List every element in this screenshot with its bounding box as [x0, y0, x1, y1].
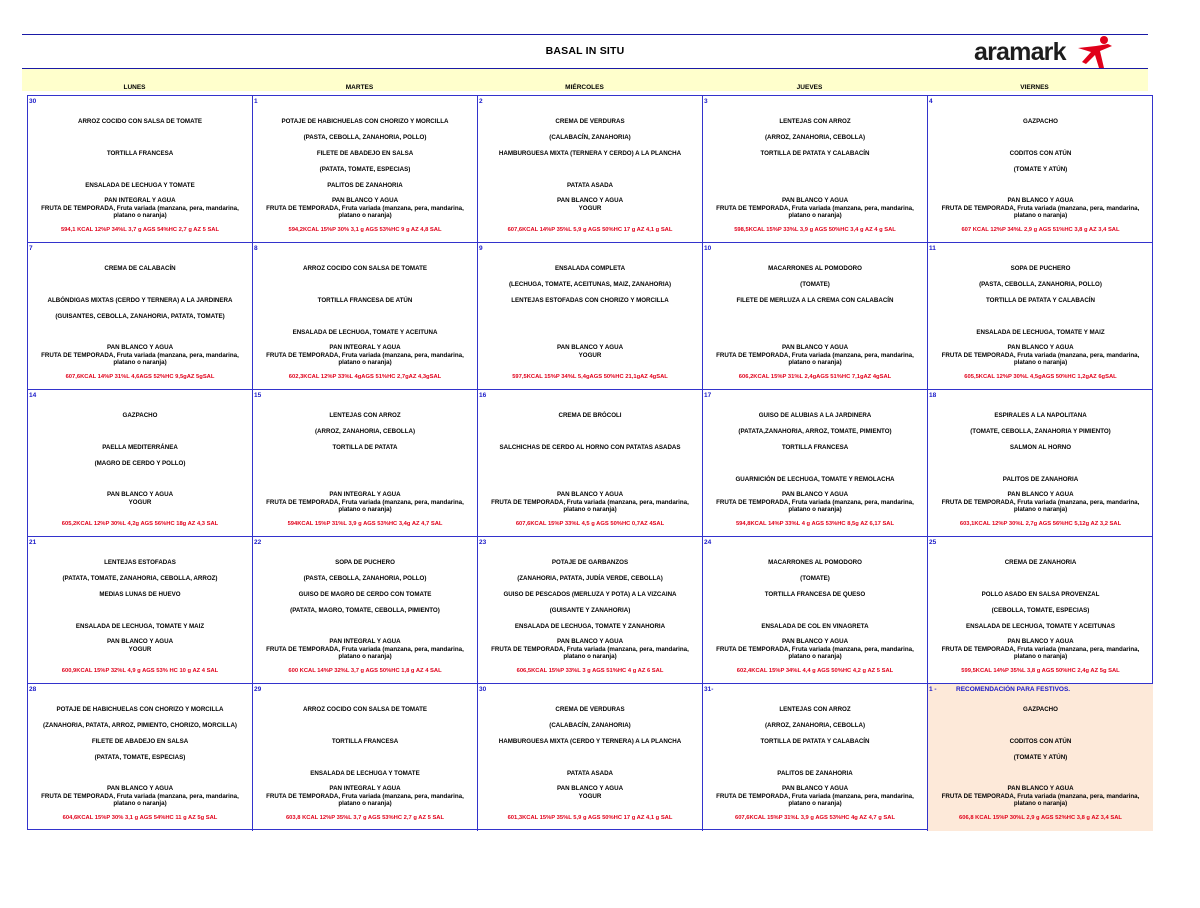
bread-water: PAN BLANCO Y AGUA	[106, 638, 174, 645]
day-cell	[928, 243, 1153, 390]
dessert: FRUTA DE TEMPORADA, Fruta variada (manzana, pera, mandarina, platano o naranja)	[941, 792, 1140, 807]
bread-dessert	[32, 344, 248, 367]
bread-dessert	[257, 197, 473, 220]
dessert: FRUTA DE TEMPORADA, Fruta variada (manzana, pera, mandarina, platano o naranja)	[41, 351, 239, 366]
menu-dish: HAMBURGUESA MIXTA (CERDO Y TERNERA) A LA PLANCHA	[498, 738, 682, 745]
day-number: 11	[929, 245, 936, 252]
menu-dish: POTAJE DE HABICHUELAS CON CHORIZO Y MORCILLA	[56, 706, 224, 713]
day-cell	[478, 390, 703, 537]
day-number: 21	[29, 539, 37, 546]
day-number: 31-	[704, 686, 714, 693]
menu-dish: TORTILLA FRANCESA	[331, 738, 399, 745]
menu-dish: ENSALADA DE LECHUGA Y TOMATE	[310, 770, 420, 777]
day-number: 23	[479, 539, 487, 546]
dessert: FRUTA DE TEMPORADA, Fruta variada (manzana, pera, mandarina, platano o naranja)	[266, 792, 464, 807]
menu-dish: CREMA DE VERDURAS	[555, 118, 625, 125]
bread-water: PAN BLANCO Y AGUA	[781, 197, 849, 204]
dessert: YOGUR	[128, 645, 152, 653]
dessert: YOGUR	[128, 498, 152, 506]
menu-dish: LENTEJAS CON ARROZ	[779, 118, 851, 125]
day-cell	[478, 537, 703, 684]
bread-water: PAN INTEGRAL Y AGUA	[329, 344, 401, 351]
menu-dish: ARROZ COCIDO CON SALSA DE TOMATE	[78, 118, 202, 125]
nutrition-info: 606,8 KCAL 15%P 30%L 2,9 g AGS 52%HC 3,8 g AZ 3,4 SAL	[959, 815, 1122, 821]
bread-dessert	[257, 638, 473, 661]
menu-dish: GUISO DE PESCADOS (MERLUZA Y POTA) A LA VIZCAINA	[503, 591, 677, 598]
nutrition-info: 594,8KCAL 14%P 33%L 4 g AGS 53%HC 8,5g AZ 6,17 SAL	[735, 521, 895, 527]
bread-dessert	[257, 344, 473, 367]
nutrition-info: 607,6KCAL 14%P 35%L 5,9 g AGS 50%HC 17 g AZ 4,1 g SAL	[507, 227, 673, 233]
bread-dessert	[482, 344, 698, 359]
dessert: FRUTA DE TEMPORADA, Fruta variada (manzana, pera, mandarina, platano o naranja)	[941, 351, 1140, 366]
day-number: 18	[929, 392, 937, 399]
bread-dessert	[707, 785, 923, 808]
dessert: FRUTA DE TEMPORADA, Fruta variada (manzana, pera, mandarina, platano o naranja)	[266, 645, 464, 660]
menu-dish: ENSALADA DE LECHUGA, TOMATE Y ACEITUNAS	[966, 623, 1115, 630]
menu-dish: (PASTA, CEBOLLA, ZANAHORIA, POLLO)	[303, 134, 427, 141]
day-number: 4	[929, 98, 933, 105]
dessert: FRUTA DE TEMPORADA, Fruta variada (manzana, pera, mandarina, platano o naranja)	[716, 645, 914, 660]
menu-dish: (CALABACÍN, ZANAHORIA)	[549, 134, 631, 141]
nutrition-info: 602,3KCAL 12%P 33%L 4gAGS 51%HC 2,7gAZ 4,3gSAL	[288, 374, 442, 380]
day-cell	[703, 684, 928, 831]
menu-dish: CREMA DE BRÓCOLI	[558, 412, 622, 419]
day-number: 1	[254, 98, 258, 105]
dessert: YOGUR	[578, 792, 602, 800]
day-cell	[28, 96, 253, 243]
nutrition-info: 607,6KCAL 15%P 33%L 4,5 g AGS 50%HC 0,7AZ 4SAL	[515, 521, 665, 527]
nutrition-info: 598,5KCAL 15%P 33%L 3,9 g AGS 50%HC 3,4 g AZ 4 g SAL	[734, 227, 896, 233]
bread-water: PAN INTEGRAL Y AGUA	[329, 491, 401, 498]
bread-dessert	[932, 785, 1149, 808]
menu-dish: SALMON AL HORNO	[1009, 444, 1072, 451]
day-cell	[28, 390, 253, 537]
day-label: JUEVES	[796, 84, 823, 91]
menu-dish: LENTEJAS CON ARROZ	[779, 706, 851, 713]
menu-dish: ARROZ COCIDO CON SALSA DE TOMATE	[303, 265, 427, 272]
menu-dish: (TOMATE, CEBOLLA, ZANAHORIA Y PIMIENTO)	[970, 428, 1111, 435]
menu-dish: (LECHUGA, TOMATE, ACEITUNAS, MAIZ, ZANAHORIA)	[508, 281, 672, 288]
bread-dessert	[932, 344, 1149, 367]
nutrition-info: 601,3KCAL 15%P 35%L 5,9 g AGS 50%HC 17 g AZ 4,1 g SAL	[507, 815, 673, 821]
nutrition-info: 603,1KCAL 12%P 30%L 2,7g AGS 56%HC 5,12g AZ 3,2 SAL	[959, 521, 1122, 527]
day-number: 24	[704, 539, 712, 546]
bread-dessert	[32, 491, 248, 506]
nutrition-info: 602,4KCAL 15%P 34%L 4,4 g AGS 50%HC 4,2 g AZ 5 SAL	[736, 668, 894, 674]
menu-dish: PATATA ASADA	[566, 770, 614, 777]
bread-dessert	[707, 491, 923, 514]
dessert: FRUTA DE TEMPORADA, Fruta variada (manzana, pera, mandarina, platano o naranja)	[491, 645, 689, 660]
bread-water: PAN INTEGRAL Y AGUA	[104, 197, 176, 204]
day-number: 29	[254, 686, 262, 693]
day-cell	[478, 684, 703, 831]
menu-dish: ESPIRALES A LA NAPOLITANA	[994, 412, 1087, 419]
day-cell	[703, 243, 928, 390]
bread-dessert	[32, 638, 248, 653]
menu-dish: PAELLA MEDITERRÁNEA	[102, 444, 178, 451]
menu-dish: ARROZ COCIDO CON SALSA DE TOMATE	[303, 706, 427, 713]
nutrition-info: 607,6KCAL 15%P 31%L 3,9 g AGS 53%HC 4g AZ 4,7 g SAL	[734, 815, 895, 821]
bread-dessert	[32, 785, 248, 808]
nutrition-info: 594,2KCAL 15%P 30% 3,1 g AGS 53%HC 9 g AZ 4,8 SAL	[288, 227, 442, 233]
dessert: FRUTA DE TEMPORADA, Fruta variada (manzana, pera, mandarina, platano o naranja)	[266, 204, 464, 219]
menu-dish: (PATATA, TOMATE, ZANAHORIA, CEBOLLA, ARROZ)	[62, 575, 218, 582]
menu-dish: POTAJE DE HABICHUELAS CON CHORIZO Y MORCILLA	[281, 118, 449, 125]
dessert: FRUTA DE TEMPORADA, Fruta variada (manzana, pera, mandarina, platano o naranja)	[266, 498, 464, 513]
nutrition-info: 605,5KCAL 12%P 30%L 4,5gAGS 50%HC 1,2gAZ 6gSAL	[964, 374, 1117, 380]
dessert: FRUTA DE TEMPORADA, Fruta variada (manzana, pera, mandarina, platano o naranja)	[716, 351, 914, 366]
menu-dish: (TOMATE Y ATÚN)	[1013, 166, 1068, 173]
menu-dish: TORTILLA FRANCESA	[781, 444, 849, 451]
menu-dish: HAMBURGUESA MIXTA (TERNERA Y CERDO) A LA PLANCHA	[498, 150, 682, 157]
day-number: 10	[704, 245, 712, 252]
menu-dish: SALCHICHAS DE CERDO AL HORNO CON PATATAS ASADAS	[499, 444, 681, 451]
bread-dessert	[482, 197, 698, 212]
bread-dessert	[707, 344, 923, 367]
menu-dish: MEDIAS LUNAS DE HUEVO	[99, 591, 181, 598]
menu-dish: CREMA DE VERDURAS	[555, 706, 625, 713]
menu-dish: (PASTA, CEBOLLA, ZANAHORIA, POLLO)	[979, 281, 1102, 288]
menu-dish: PALITOS DE ZANAHORIA	[327, 182, 403, 189]
menu-dish: (TOMATE Y ATÚN)	[1013, 754, 1068, 761]
menu-dish: (MAGRO DE CERDO Y POLLO)	[94, 460, 186, 467]
menu-dish: (TOMATE)	[800, 575, 830, 582]
day-cell	[253, 243, 478, 390]
day-cell	[28, 684, 253, 831]
menu-dish: MACARRONES AL POMODORO	[768, 559, 862, 566]
bread-dessert	[932, 197, 1149, 220]
menu-dish: (ZANAHORIA, PATATA, JUDÍA VERDE, CEBOLLA)	[517, 575, 663, 582]
menu-dish: (ZANAHORIA, PATATA, ARROZ, PIMIENTO, CHORIZO, MORCILLA)	[43, 722, 237, 729]
menu-dish: GUARNICIÓN DE LECHUGA, TOMATE Y REMOLACHA	[735, 476, 895, 483]
day-number: 17	[704, 392, 712, 399]
page-title: BASAL IN SITU	[545, 45, 625, 57]
dessert: FRUTA DE TEMPORADA, Fruta variada (manzana, pera, mandarina, platano o naranja)	[266, 351, 464, 366]
day-number: 8	[254, 245, 258, 252]
bread-dessert	[257, 491, 473, 514]
menu-dish: GAZPACHO	[122, 412, 158, 419]
menu-grid	[27, 95, 1153, 830]
dessert: YOGUR	[578, 204, 602, 212]
day-cell	[928, 96, 1153, 243]
bread-water: PAN BLANCO Y AGUA	[781, 491, 849, 498]
bread-dessert	[32, 197, 248, 220]
bread-water: PAN BLANCO Y AGUA	[1007, 344, 1074, 351]
menu-dish: TORTILLA DE PATATA Y CALABACÍN	[986, 297, 1095, 304]
bread-dessert	[482, 491, 698, 514]
day-cell	[703, 390, 928, 537]
menu-dish: CREMA DE CALABACÍN	[104, 265, 176, 272]
menu-dish: (CEBOLLA, TOMATE, ESPECIAS)	[991, 607, 1090, 614]
menu-dish: FILETE DE MERLUZA A LA CREMA CON CALABACÍN	[736, 297, 894, 304]
menu-dish: SOPA DE PUCHERO	[335, 559, 395, 566]
bread-water: PAN BLANCO Y AGUA	[781, 344, 849, 351]
bread-water: PAN BLANCO Y AGUA	[781, 638, 849, 645]
menu-dish: CODITOS CON ATÚN	[1009, 738, 1072, 745]
day-number: 28	[29, 686, 37, 693]
bread-water: PAN BLANCO Y AGUA	[1007, 785, 1074, 792]
day-number: 3	[704, 98, 708, 105]
menu-dish: TORTILLA FRANCESA DE ATÚN	[317, 297, 413, 304]
bread-water: PAN BLANCO Y AGUA	[106, 344, 174, 351]
dessert: YOGUR	[578, 351, 602, 359]
menu-dish: FILETE DE ABADEJO EN SALSA	[91, 738, 189, 745]
menu-dish: (GUISANTES, CEBOLLA, ZANAHORIA, PATATA, TOMATE)	[55, 313, 225, 320]
bread-water: PAN INTEGRAL Y AGUA	[329, 785, 401, 792]
nutrition-info: 607 KCAL 12%P 34%L 2,9 g AGS 51%HC 3,8 g AZ 3,4 SAL	[961, 227, 1120, 233]
weekday-header	[22, 84, 1152, 94]
bread-water: PAN BLANCO Y AGUA	[1007, 491, 1074, 498]
nutrition-info: 603,8 KCAL 12%P 35%L 3,7 g AGS 53%HC 2,7 g AZ 5 SAL	[285, 815, 445, 821]
bread-water: PAN BLANCO Y AGUA	[556, 491, 624, 498]
dessert: FRUTA DE TEMPORADA, Fruta variada (manzana, pera, mandarina, platano o naranja)	[491, 498, 689, 513]
day-label: VIERNES	[1020, 84, 1049, 91]
menu-dish: GUISO DE MAGRO DE CERDO CON TOMATE	[298, 591, 432, 598]
menu-dish: (ARROZ, ZANAHORIA, CEBOLLA)	[764, 134, 866, 141]
nutrition-info: 600,9KCAL 15%P 32%L 4,9 g AGS 53% HC 10 g AZ 4 SAL	[61, 668, 219, 674]
day-number: 1 -	[929, 686, 937, 693]
day-number: 16	[479, 392, 487, 399]
bread-water: PAN BLANCO Y AGUA	[106, 785, 174, 792]
aramark-logo	[974, 34, 1114, 70]
nutrition-info: 599,5KCAL 14%P 35%L 3,8 g AGS 50%HC 2,4g AZ 5g SAL	[961, 668, 1120, 674]
menu-dish: CODITOS CON ATÚN	[1009, 150, 1072, 157]
logo-text: aramark	[974, 38, 1066, 66]
dessert: FRUTA DE TEMPORADA, Fruta variada (manzana, pera, mandarina, platano o naranja)	[941, 204, 1140, 219]
bread-water: PAN BLANCO Y AGUA	[556, 785, 624, 792]
menu-dish: LENTEJAS ESTOFADAS CON CHORIZO Y MORCILLA	[511, 297, 669, 304]
menu-dish: (GUISANTE Y ZANAHORIA)	[549, 607, 631, 614]
menu-dish: (PASTA, CEBOLLA, ZANAHORIA, POLLO)	[303, 575, 427, 582]
day-number: 22	[254, 539, 262, 546]
menu-dish: FILETE DE ABADEJO EN SALSA	[316, 150, 414, 157]
nutrition-info: 594KCAL 15%P 31%L 3,9 g AGS 53%HC 3,4g AZ 4,7 SAL	[287, 521, 443, 527]
menu-dish: TORTILLA FRANCESA	[106, 150, 174, 157]
day-cell	[703, 96, 928, 243]
bread-dessert	[932, 491, 1149, 514]
bread-water: PAN BLANCO Y AGUA	[556, 197, 624, 204]
bread-dessert	[482, 638, 698, 661]
menu-dish: ENSALADA DE LECHUGA, TOMATE Y MAIZ	[75, 623, 205, 630]
menu-dish: ENSALADA DE LECHUGA, TOMATE Y MAIZ	[976, 329, 1105, 336]
nutrition-info: 597,5KCAL 15%P 34%L 5,4gAGS 50%HC 21,1gAZ 4gSAL	[512, 374, 668, 380]
menu-dish: GAZPACHO	[1023, 118, 1058, 125]
menu-dish: PATATA ASADA	[566, 182, 614, 189]
day-number: 25	[929, 539, 937, 546]
day-cell	[253, 390, 478, 537]
menu-dish: (CALABACÍN, ZANAHORIA)	[549, 722, 631, 729]
dessert: FRUTA DE TEMPORADA, Fruta variada (manzana, pera, mandarina, platano o naranja)	[41, 792, 239, 807]
menu-dish: GAZPACHO	[1023, 706, 1058, 713]
day-number: 9	[479, 245, 483, 252]
day-cell	[253, 537, 478, 684]
holiday-note: RECOMENDACIÓN PARA FESTIVOS.	[956, 686, 1071, 693]
nutrition-info: 605,2KCAL 12%P 30%L 4,2g AGS 56%HC 18g AZ 4,3 SAL	[61, 521, 219, 527]
star-figure-icon	[1074, 34, 1116, 70]
menu-dish: LENTEJAS ESTOFADAS	[104, 559, 176, 566]
day-cell	[28, 243, 253, 390]
dessert: FRUTA DE TEMPORADA, Fruta variada (manzana, pera, mandarina, platano o naranja)	[941, 645, 1140, 660]
bread-dessert	[257, 785, 473, 808]
bread-dessert	[482, 785, 698, 800]
day-cell	[253, 684, 478, 831]
dessert: FRUTA DE TEMPORADA, Fruta variada (manzana, pera, mandarina, platano o naranja)	[716, 498, 914, 513]
menu-dish: ENSALADA DE COL EN VINAGRETA	[761, 623, 869, 630]
menu-dish: (PATATA, MAGRO, TOMATE, CEBOLLA, PIMIENTO)	[290, 607, 440, 614]
menu-dish: (PATATA,ZANAHORIA, ARROZ, TOMATE, PIMIENTO)	[738, 428, 892, 435]
day-number: 2	[479, 98, 483, 105]
day-label: MIÉRCOLES	[565, 84, 604, 91]
menu-dish: GUISO DE ALUBIAS A LA JARDINERA	[758, 412, 872, 419]
menu-dish: TORTILLA DE PATATA Y CALABACÍN	[760, 738, 870, 745]
bread-water: PAN BLANCO Y AGUA	[1007, 197, 1074, 204]
day-number: 30	[29, 98, 37, 105]
bread-water: PAN BLANCO Y AGUA	[331, 197, 399, 204]
menu-dish: MACARRONES AL POMODORO	[768, 265, 862, 272]
nutrition-info: 594,1 KCAL 12%P 34%L 3,7 g AGS 54%HC 2,7 g AZ 5 SAL	[60, 227, 220, 233]
day-cell	[28, 537, 253, 684]
bread-dessert	[707, 197, 923, 220]
menu-dish: POLLO ASADO EN SALSA PROVENZAL	[981, 591, 1100, 598]
menu-dish: (PATATA, TOMATE, ESPECIAS)	[319, 166, 411, 173]
dessert: FRUTA DE TEMPORADA, Fruta variada (manzana, pera, mandarina, platano o naranja)	[41, 204, 239, 219]
menu-dish: SOPA DE PUCHERO	[1010, 265, 1071, 272]
day-cell	[703, 537, 928, 684]
day-cell	[478, 243, 703, 390]
menu-dish: POTAJE DE GARBANZOS	[551, 559, 629, 566]
dessert: FRUTA DE TEMPORADA, Fruta variada (manzana, pera, mandarina, platano o naranja)	[716, 204, 914, 219]
nutrition-info: 607,6KCAL 14%P 31%L 4,6AGS 52%HC 9,5gAZ 5gSAL	[65, 374, 215, 380]
bread-water: PAN BLANCO Y AGUA	[106, 491, 174, 498]
bread-dessert	[707, 638, 923, 661]
day-number: 15	[254, 392, 262, 399]
bread-water: PAN INTEGRAL Y AGUA	[329, 638, 401, 645]
menu-dish: ALBÓNDIGAS MIXTAS (CERDO Y TERNERA) A LA JARDINERA	[47, 297, 233, 304]
bread-water: PAN BLANCO Y AGUA	[1007, 638, 1074, 645]
menu-dish: ENSALADA DE LECHUGA, TOMATE Y ACEITUNA	[292, 329, 438, 336]
menu-dish: ENSALADA DE LECHUGA Y TOMATE	[85, 182, 195, 189]
nutrition-info: 604,6KCAL 15%P 30% 3,1 g AGS 54%HC 11 g AZ 5g SAL	[62, 815, 218, 821]
bread-water: PAN BLANCO Y AGUA	[781, 785, 849, 792]
bread-dessert	[932, 638, 1149, 661]
menu-dish: LENTEJAS CON ARROZ	[329, 412, 401, 419]
day-label: LUNES	[123, 84, 146, 91]
bread-water: PAN BLANCO Y AGUA	[556, 344, 624, 351]
day-cell	[928, 537, 1153, 684]
day-number: 14	[29, 392, 37, 399]
menu-dish: TORTILLA DE PATATA	[332, 444, 398, 451]
bread-water: PAN BLANCO Y AGUA	[556, 638, 624, 645]
menu-dish: (ARROZ, ZANAHORIA, CEBOLLA)	[314, 428, 416, 435]
day-cell	[928, 684, 1153, 831]
day-cell	[928, 390, 1153, 537]
menu-dish: TORTILLA DE PATATA Y CALABACÍN	[760, 150, 870, 157]
menu-dish: ENSALADA COMPLETA	[554, 265, 626, 272]
day-label: MARTES	[345, 84, 374, 91]
menu-dish: (TOMATE)	[800, 281, 830, 288]
menu-dish: PALITOS DE ZANAHORIA	[1002, 476, 1079, 483]
menu-dish: (PATATA, TOMATE, ESPECIAS)	[94, 754, 186, 761]
menu-dish: PALITOS DE ZANAHORIA	[777, 770, 853, 777]
nutrition-info: 606,5KCAL 15%P 33%L 3 g AGS 51%HC 4 g AZ 6 SAL	[516, 668, 664, 674]
menu-dish: (ARROZ, ZANAHORIA, CEBOLLA)	[764, 722, 866, 729]
menu-dish: CREMA DE ZANAHORIA	[1004, 559, 1077, 566]
nutrition-info: 600 KCAL 14%P 32%L 3,7 g AGS 50%HC 1,8 g AZ 4 SAL	[288, 668, 442, 674]
menu-dish: TORTILLA FRANCESA DE QUESO	[764, 591, 866, 598]
day-cell	[253, 96, 478, 243]
nutrition-info: 606,2KCAL 15%P 31%L 2,4gAGS 51%HC 7,1gAZ 4gSAL	[738, 374, 892, 380]
dessert: FRUTA DE TEMPORADA, Fruta variada (manzana, pera, mandarina, platano o naranja)	[941, 498, 1140, 513]
day-number: 30	[479, 686, 487, 693]
day-number: 7	[29, 245, 33, 252]
dessert: FRUTA DE TEMPORADA, Fruta variada (manzana, pera, mandarina, platano o naranja)	[716, 792, 914, 807]
day-cell	[478, 96, 703, 243]
menu-dish: ENSALADA DE LECHUGA, TOMATE Y ZANAHORIA	[514, 623, 666, 630]
